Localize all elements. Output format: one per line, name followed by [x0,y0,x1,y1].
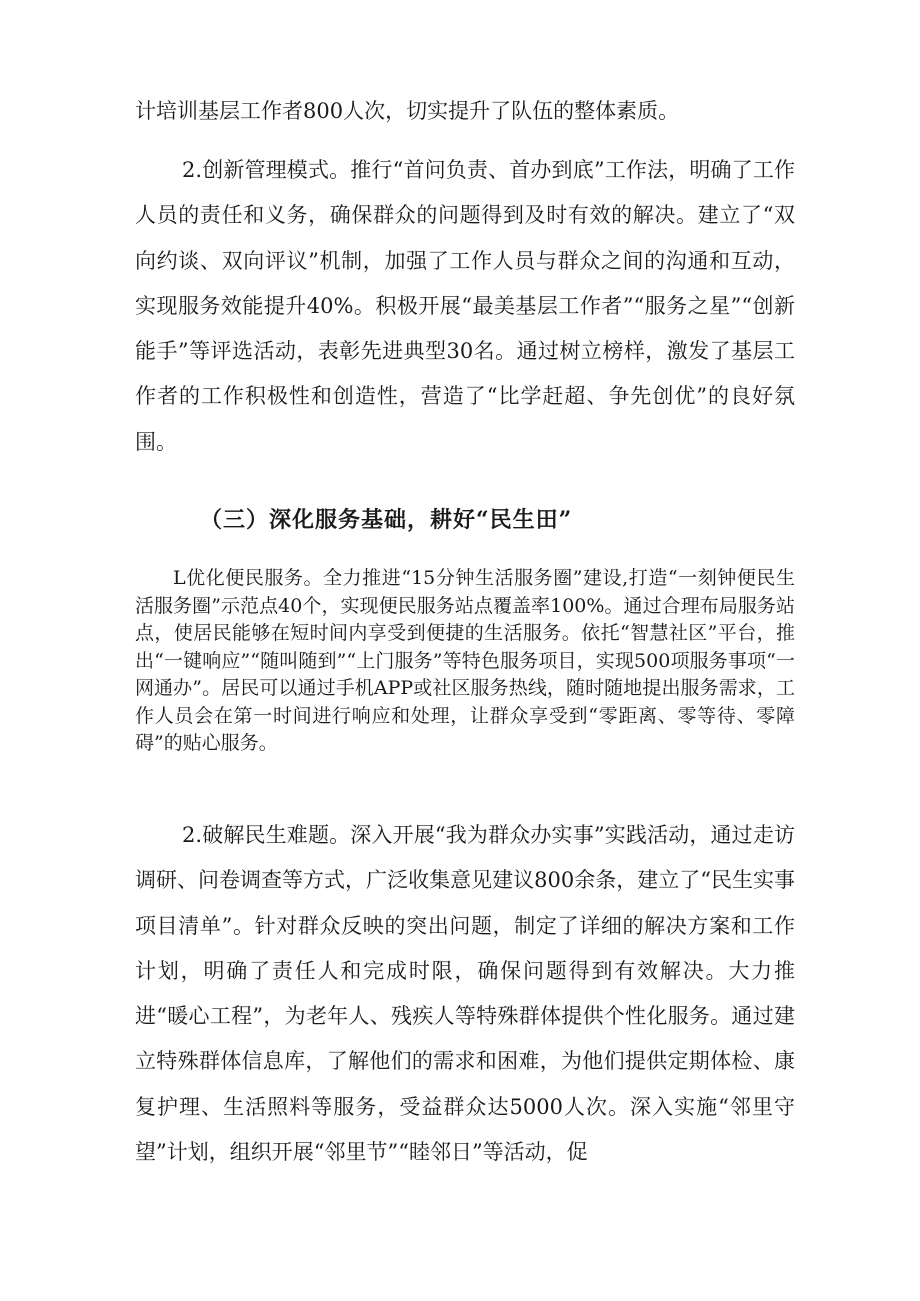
paragraph-management-innovation: 2.创新管理模式。推行“首问负责、首办到底”工作法，明确了工作人员的责任和义务，确保群众的问题得到及时有效的解决。建立了“双向约谈、双向评议”机制，加强了工作人员与群众之间的沟通和互动，实现服务效能提升40%。积极开展“最美基层工作者”“服务之星”“创新能手”等评选活动，表彰先进典型30名。通过树立榜样，激发了基层工作者的工作积极性和创造性，营造了“比学赶超、争先创优”的良好氛围。 [135,158,795,454]
paragraph-training-summary: 计培训基层工作者800人次，切实提升了队伍的整体素质。 [135,99,680,123]
section-heading: （三）深化服务基础，耕好“民生田” [200,507,573,533]
paragraph-livelihood-issues: 2.破解民生难题。深入开展“我为群众办实事”实践活动，通过走访调研、问卷调查等方式，广泛收集意见建议800余条，建立了“民生实事项目清单”。针对群众反映的突出问题，制定了详细的解决方案和工作计划，明确了责任人和完成时限，确保问题得到有效解决。大力推进“暖心工程”，为老年人、残疾人等特殊群体提供个性化服务。通过建立特殊群体信息库，了解他们的需求和困难，为他们提供定期体检、康复护理、生活照料等服务，受益群众达5000人次。深入实施“邻里守望”计划，组织开展“邻里节”“睦邻日”等活动，促 [135,823,795,1165]
paragraph-convenience-services: L优化便民服务。全力推进“15分钟生活服务圈”建设,打造“一刻钟便民生活服务圈”示范点40个，实现便民服务站点覆盖率100%。通过合理布局服务站点，使居民能够在短时间内享受到便捷的生活服务。依托“智慧社区”平台，推出“一键响应”“随叫随到”“上门服务”等特色服务项目，实现500项服务事项“一网通办”。居民可以通过手机APP或社区服务热线，随时随地提出服务需求，工作人员会在第一时间进行响应和处理，让群众享受到“零距离、零等待、零障碍”的贴心服务。 [135,567,795,754]
